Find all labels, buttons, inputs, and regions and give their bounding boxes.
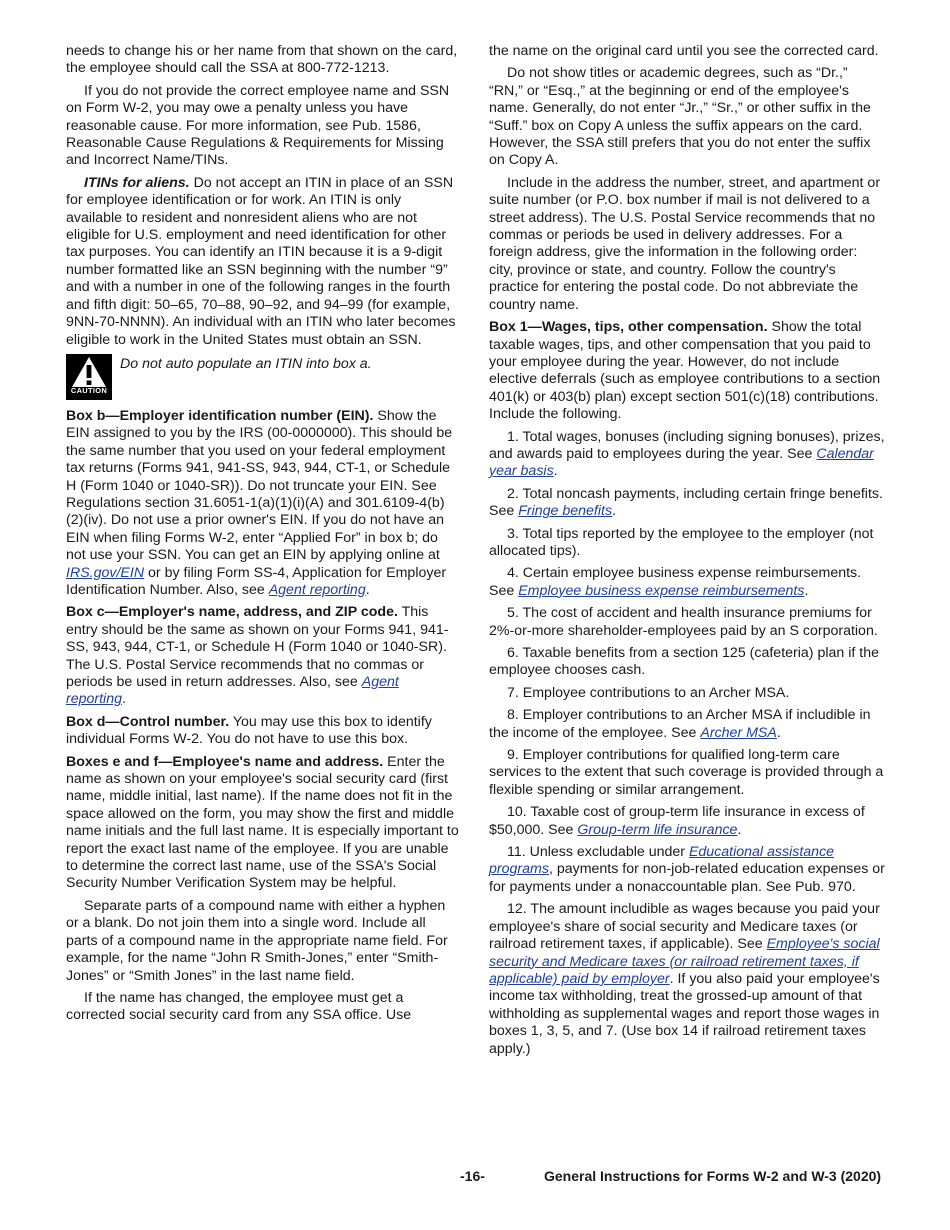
- archer-msa-link[interactable]: Archer MSA: [700, 724, 777, 741]
- itin-section: [66, 175, 461, 349]
- caution-icon: [66, 354, 112, 400]
- agent-reporting-link[interactable]: Agent reporting: [268, 581, 366, 598]
- paragraph: the name on the original card until you see the corrected card.: [489, 43, 879, 59]
- list-item: 2. Total noncash payments, including certain fringe benefits. See Fringe benefits.: [489, 485, 883, 520]
- paragraph: Do not show titles or academic degrees, such as “Dr.,” “RN,” or “Esq.,” at the beginning or end of the employee's name. Generally, do not enter “Jr.,” “Sr.,” or other suffix in the “Suff.” box on Copy A unless the suffix appears on the card. However, the SSA still prefers that you do not enter the suffix on Copy A.: [489, 65, 871, 169]
- list-item: 3. Total tips reported by the employee to the employer (not allocated tips).: [489, 525, 874, 559]
- box-e-f-heading: Boxes e and f—Employee's name and address.: [66, 753, 384, 770]
- list-item: 9. Employer contributions for qualified long-term care services to the extent that such coverage is provided through a flexible spending or similar arrangement.: [489, 747, 884, 798]
- right-column: [489, 43, 885, 1063]
- box-c-section: Box c—Employer's name, address, and ZIP code. This entry should be the same as shown on your Forms 941, 941-SS, 943, 944, CT-1, or Schedule H (Form 1040 or 1040-SR). The U.S. Postal Service recommends that no commas or periods be used in return addresses. Also, see Agent reporting.: [66, 604, 449, 708]
- box-e-f-section: Boxes e and f—Employee's name and address. Enter the name as shown on your employee's social security card (first name, middle initial, last name). If the name does not fit in the space allowed on the form, you may show the first and middle name initials and the full last name. It is especially important to report the exact last name of the employee. If you are unable to determine the correct last name, use of the SSA's Social Security Number Verification System may be helpful.: [66, 753, 459, 892]
- box-d-heading: Box d—Control number.: [66, 713, 230, 730]
- list-item: 1. Total wages, bonuses (including signing bonuses), prizes, and awards paid to employees during the year. See Calendar year basis.: [489, 428, 885, 480]
- box-c-heading: Box c—Employer's name, address, and ZIP code.: [66, 604, 398, 621]
- list-item: 6. Taxable benefits from a section 125 (cafeteria) plan if the employee chooses cash.: [489, 645, 879, 679]
- paragraph: If you do not provide the correct employee name and SSN on Form W-2, you may owe a penalty unless you have reasonable cause. For more information, see Pub. 1586, Reasonable Cause Regulations & Requirements for Missing and Incorrect Name/TINs.: [66, 82, 450, 169]
- paragraph: Separate parts of a compound name with either a hyphen or a blank. Do not join them into a single word. Include all parts of a compound name in the appropriate name field. For example, for the name “John R Smith-Jones,” enter “Smith-Jones” or “Smith Jones” in the last name field.: [66, 897, 448, 984]
- paragraph: needs to change his or her name from that shown on the card, the employee should call the SSA at 800-772-1213.: [66, 43, 458, 77]
- fringe-benefits-link[interactable]: Fringe benefits: [518, 503, 613, 520]
- paragraph: If the name has changed, the employee must get a corrected social security card from any SSA office. Use: [66, 989, 412, 1024]
- list-item: 8. Employer contributions to an Archer MSA if includible in the income of the employee. See Archer MSA.: [489, 707, 871, 741]
- footer-title: General Instructions for Forms W-2 and W-3 (2020): [544, 1168, 882, 1184]
- box-d-section: Box d—Control number. You may use this box to identify individual Forms W-2. You do not have to use this box.: [66, 713, 432, 748]
- box-1-heading: Box 1—Wages, tips, other compensation.: [489, 319, 768, 336]
- calendar-year-basis-link[interactable]: Calendar year basis: [489, 445, 874, 480]
- group-term-life-link[interactable]: Group-term life insurance: [577, 821, 738, 838]
- agent-reporting-link[interactable]: Agent reporting: [66, 674, 399, 708]
- box-b-heading: Box b—Employer identification number (EIN).: [66, 407, 374, 424]
- employee-taxes-paid-link[interactable]: Employee's social security and Medicare taxes (or railroad retirement taxes, if applicable) paid by employer: [489, 936, 880, 987]
- box-1-section: Box 1—Wages, tips, other compensation. Show the total taxable wages, tips, and other compensation that you paid to your employee during the year. However, do not include elective deferrals (such as employee contributions to a section 401(k) or 403(b) plan) except section 501(c)(18) contributions. Include the following.: [489, 319, 881, 423]
- irs-ein-link[interactable]: IRS.gov/EIN: [66, 564, 145, 581]
- page-number: -16-: [460, 1168, 485, 1184]
- itin-heading: ITINs for aliens.: [84, 174, 190, 191]
- list-item: 4. Certain employee business expense reimbursements. See Employee business expense reimbursements.: [489, 565, 862, 599]
- educational-assistance-link[interactable]: Educational assistance programs: [489, 844, 835, 878]
- left-column: [66, 43, 461, 1030]
- list-item: 12. The amount includible as wages because you paid your employee's share of social security and Medicare taxes (or railroad retirement taxes, if applicable). See Employee's social security and Medicare taxes (or railroad retirement taxes, if applicable) paid by employer. If you also paid your employee's income tax withholding, treat the grossed-up amount of that withholding as supplemental wages and report those wages in boxes 1, 3, 5, and 7. (Use box 14 if railroad retirement taxes apply.): [489, 901, 880, 1057]
- list-item: 11. Unless excludable under Educational assistance programs, payments for non-job-related education expenses or for payments under a nonaccountable plan. See Pub. 970.: [489, 844, 885, 895]
- list-item: 5. The cost of accident and health insurance premiums for 2%-or-more shareholder-employees paid by an S corporation.: [489, 605, 878, 639]
- itin-body: Do not accept an ITIN in place of an SSN for employee identification or for work. An ITIN is only available to resident and nonresident aliens who are not eligible for U.S. employment and need identification for other tax purposes. You can identify an ITIN because it is a 9-digit number formatted like an SSN beginning with the number “9” and with a number in one of the following ranges in the fourth and fifth digit: 50–65, 70–88, 90–92, and 94–99 (for example, 9NN-70-NNNN). An individual with an ITIN who later becomes eligible to work in the United States must obtain an SSN.: [66, 174, 456, 348]
- caution-note: [66, 354, 461, 400]
- list-item: 10. Taxable cost of group-term life insurance in excess of $50,000. See Group-term life insurance.: [489, 804, 865, 838]
- employee-business-expense-link[interactable]: Employee business expense reimbursements: [518, 582, 805, 599]
- caution-text: Do not auto populate an ITIN into box a.: [120, 355, 372, 372]
- box-b-section: Box b—Employer identification number (EIN). Show the EIN assigned to you by the IRS (00-0000000). This should be the same number that you used on your federal employment tax returns (Forms 941, 941-SS, 943, 944, CT-1, or Schedule H (Form 1040 or 1040-SR)). Do not truncate your EIN. See Regulations section 31.6051-1(a)(1)(i)(A) and 301.6109-4(b)(2)(iv). Do not use a prior owner's EIN. If you do not have an EIN when filing Forms W-2, enter “Applied For” in box b; do not use your SSN. You can get an EIN by applying online at IRS.gov/EIN or by filing Form SS-4, Application for Employer Identification Number. Also, see Agent reporting.: [66, 407, 453, 598]
- caution-label: CAUTION: [70, 385, 108, 395]
- paragraph: Include in the address the number, street, and apartment or suite number (or P.O. box number if mail is not delivered to a street address). The U.S. Postal Service recommends that no commas or periods be used in delivery addresses. For a foreign address, give the information in the following order: city, province or state, and country. Follow the country's practice for entering the postal code. Do not abbreviate the country name.: [489, 174, 881, 313]
- list-item: 7. Employee contributions to an Archer MSA.: [507, 684, 790, 701]
